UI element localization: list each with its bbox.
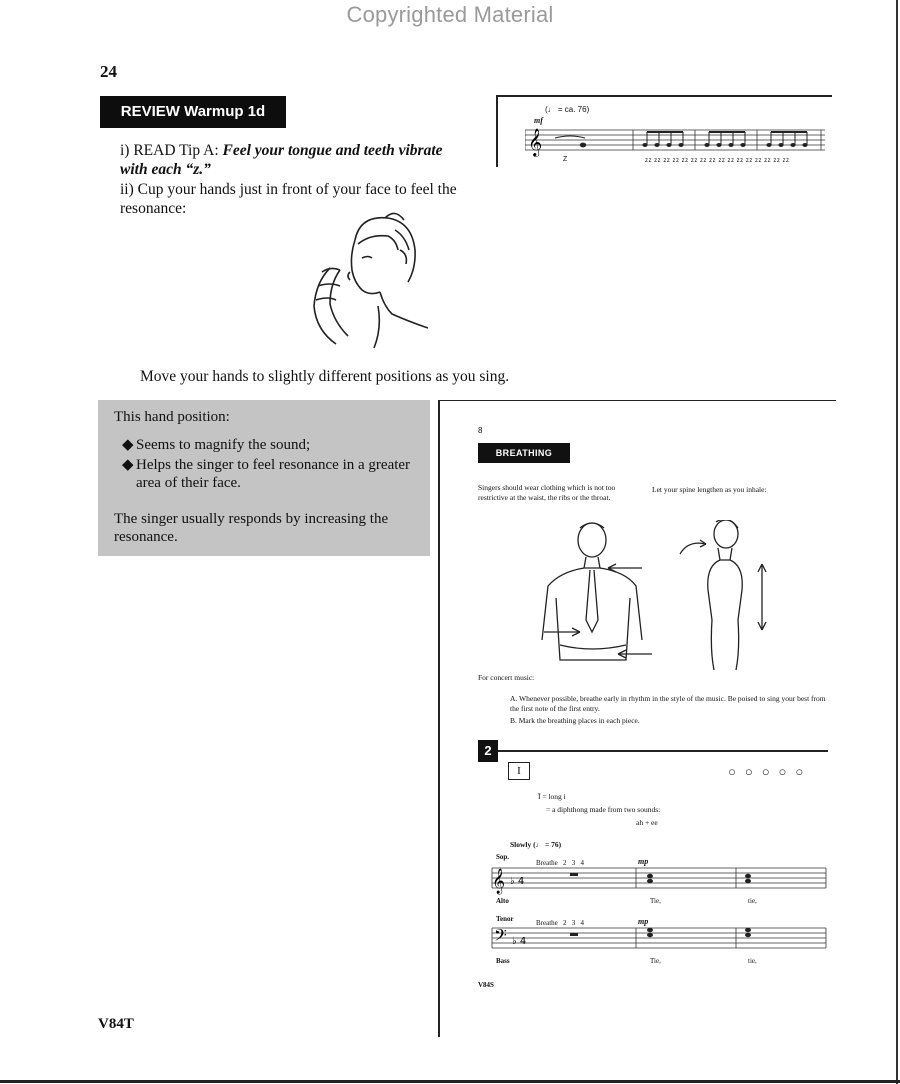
svg-text:♭ 4: ♭ 4	[512, 936, 527, 947]
step-1-marker: i)	[120, 142, 130, 159]
svg-text:𝄞: 𝄞	[528, 128, 543, 156]
move-hands-instruction: Move your hands to slightly different positions as you sing.	[140, 368, 510, 385]
vowel-box: I	[508, 762, 530, 780]
page-edge-right	[896, 0, 898, 1084]
concert-item-a: A. Whenever possible, breathe early in rhythm in the style of the music. Be poised to sing your best from the first note of the first entry.	[510, 694, 826, 713]
page-edge-bottom	[0, 1080, 900, 1083]
bass-label: Bass	[496, 957, 510, 965]
bullet-diamond-icon: ◆	[122, 437, 134, 453]
tenor-label: Tenor	[496, 915, 514, 923]
count-in-bottom: Breathe 2 3 4	[536, 919, 585, 927]
exercise-divider	[498, 750, 828, 752]
dynamic-top: mp	[638, 857, 649, 866]
lyric-top-1: Tie,	[650, 897, 661, 905]
singer-hands-illustration	[300, 210, 435, 350]
clothing-note: Singers should wear clothing which is not too restrictive at the waist, the ribs or the throat.	[478, 483, 616, 502]
concert-label: For concert music:	[478, 673, 535, 682]
warmup-stave	[525, 124, 830, 158]
sop-label: Sop.	[496, 853, 510, 861]
alto-label: Alto	[496, 897, 509, 905]
review-title-banner: REVIEW Warmup 1d	[100, 96, 286, 128]
lyric-top-2: tie,	[748, 897, 757, 905]
lyric-bottom-1: Tie,	[650, 957, 661, 965]
vowel-note-2: = a diphthong made from two sounds:	[546, 805, 661, 814]
breathing-figures-illustration	[530, 520, 770, 680]
bullet-2-text: Helps the singer to feel resonance in a greater area of their face.	[136, 457, 411, 491]
step-1-italic: Feel your tongue and teeth vibrate with each “z.”	[120, 142, 443, 178]
exercise-number-badge: 2	[478, 740, 498, 762]
concert-item-b: B. Mark the breathing places in each piece.	[510, 716, 640, 725]
score-tempo: Slowly (♩ = 76)	[510, 840, 562, 849]
step-1-text: READ Tip A:	[133, 142, 223, 159]
checkbox-circles: ○○○○○	[728, 764, 813, 779]
step-2-text: Cup your hands just in front of your face to feel the resonance:	[120, 181, 457, 217]
svg-text:𝄞: 𝄞	[492, 869, 506, 894]
lyric-bottom-2: tie,	[748, 957, 757, 965]
stave-syllables: zz zz zz zz zz zz zz zz zz zz zz zz zz zz zz zz	[645, 158, 790, 164]
hand-position-box	[98, 400, 430, 556]
svg-text:♭ 4: ♭ 4	[510, 876, 525, 887]
footer-code: V84T	[98, 1016, 134, 1032]
stave-tempo: (♩ = ca. 76)	[545, 105, 590, 114]
inner-page-number: 8	[478, 426, 483, 435]
hand-position-closing: The singer usually responds by increasing the resonance.	[114, 511, 389, 545]
vowel-note-1: Ī = long i	[538, 792, 566, 801]
page-number: 24	[100, 62, 117, 81]
copyright-watermark: Copyrighted Material	[346, 2, 554, 27]
inner-page-code: V84S	[478, 981, 494, 989]
dynamic-bottom: mp	[638, 917, 649, 926]
svg-text:𝄢: 𝄢	[494, 925, 507, 949]
step-2-marker: ii)	[120, 181, 134, 198]
hand-position-heading: This hand position:	[114, 409, 230, 425]
vowel-note-3: ah + ee	[636, 818, 658, 827]
breathing-title: BREATHING	[478, 443, 570, 463]
stave-dynamic: mf	[534, 116, 543, 125]
step-1	[120, 141, 460, 179]
spine-note: Let your spine lengthen as you inhale:	[652, 485, 767, 494]
hand-position-bullet-2	[122, 456, 416, 492]
bullet-diamond-icon: ◆	[122, 457, 134, 473]
count-in-top: Breathe 2 3 4	[536, 859, 585, 867]
hand-position-bullet-1	[122, 436, 426, 454]
stave-lyric-start: Z	[563, 156, 568, 163]
choral-score	[486, 864, 830, 964]
bullet-1-text: Seems to magnify the sound;	[136, 437, 311, 453]
